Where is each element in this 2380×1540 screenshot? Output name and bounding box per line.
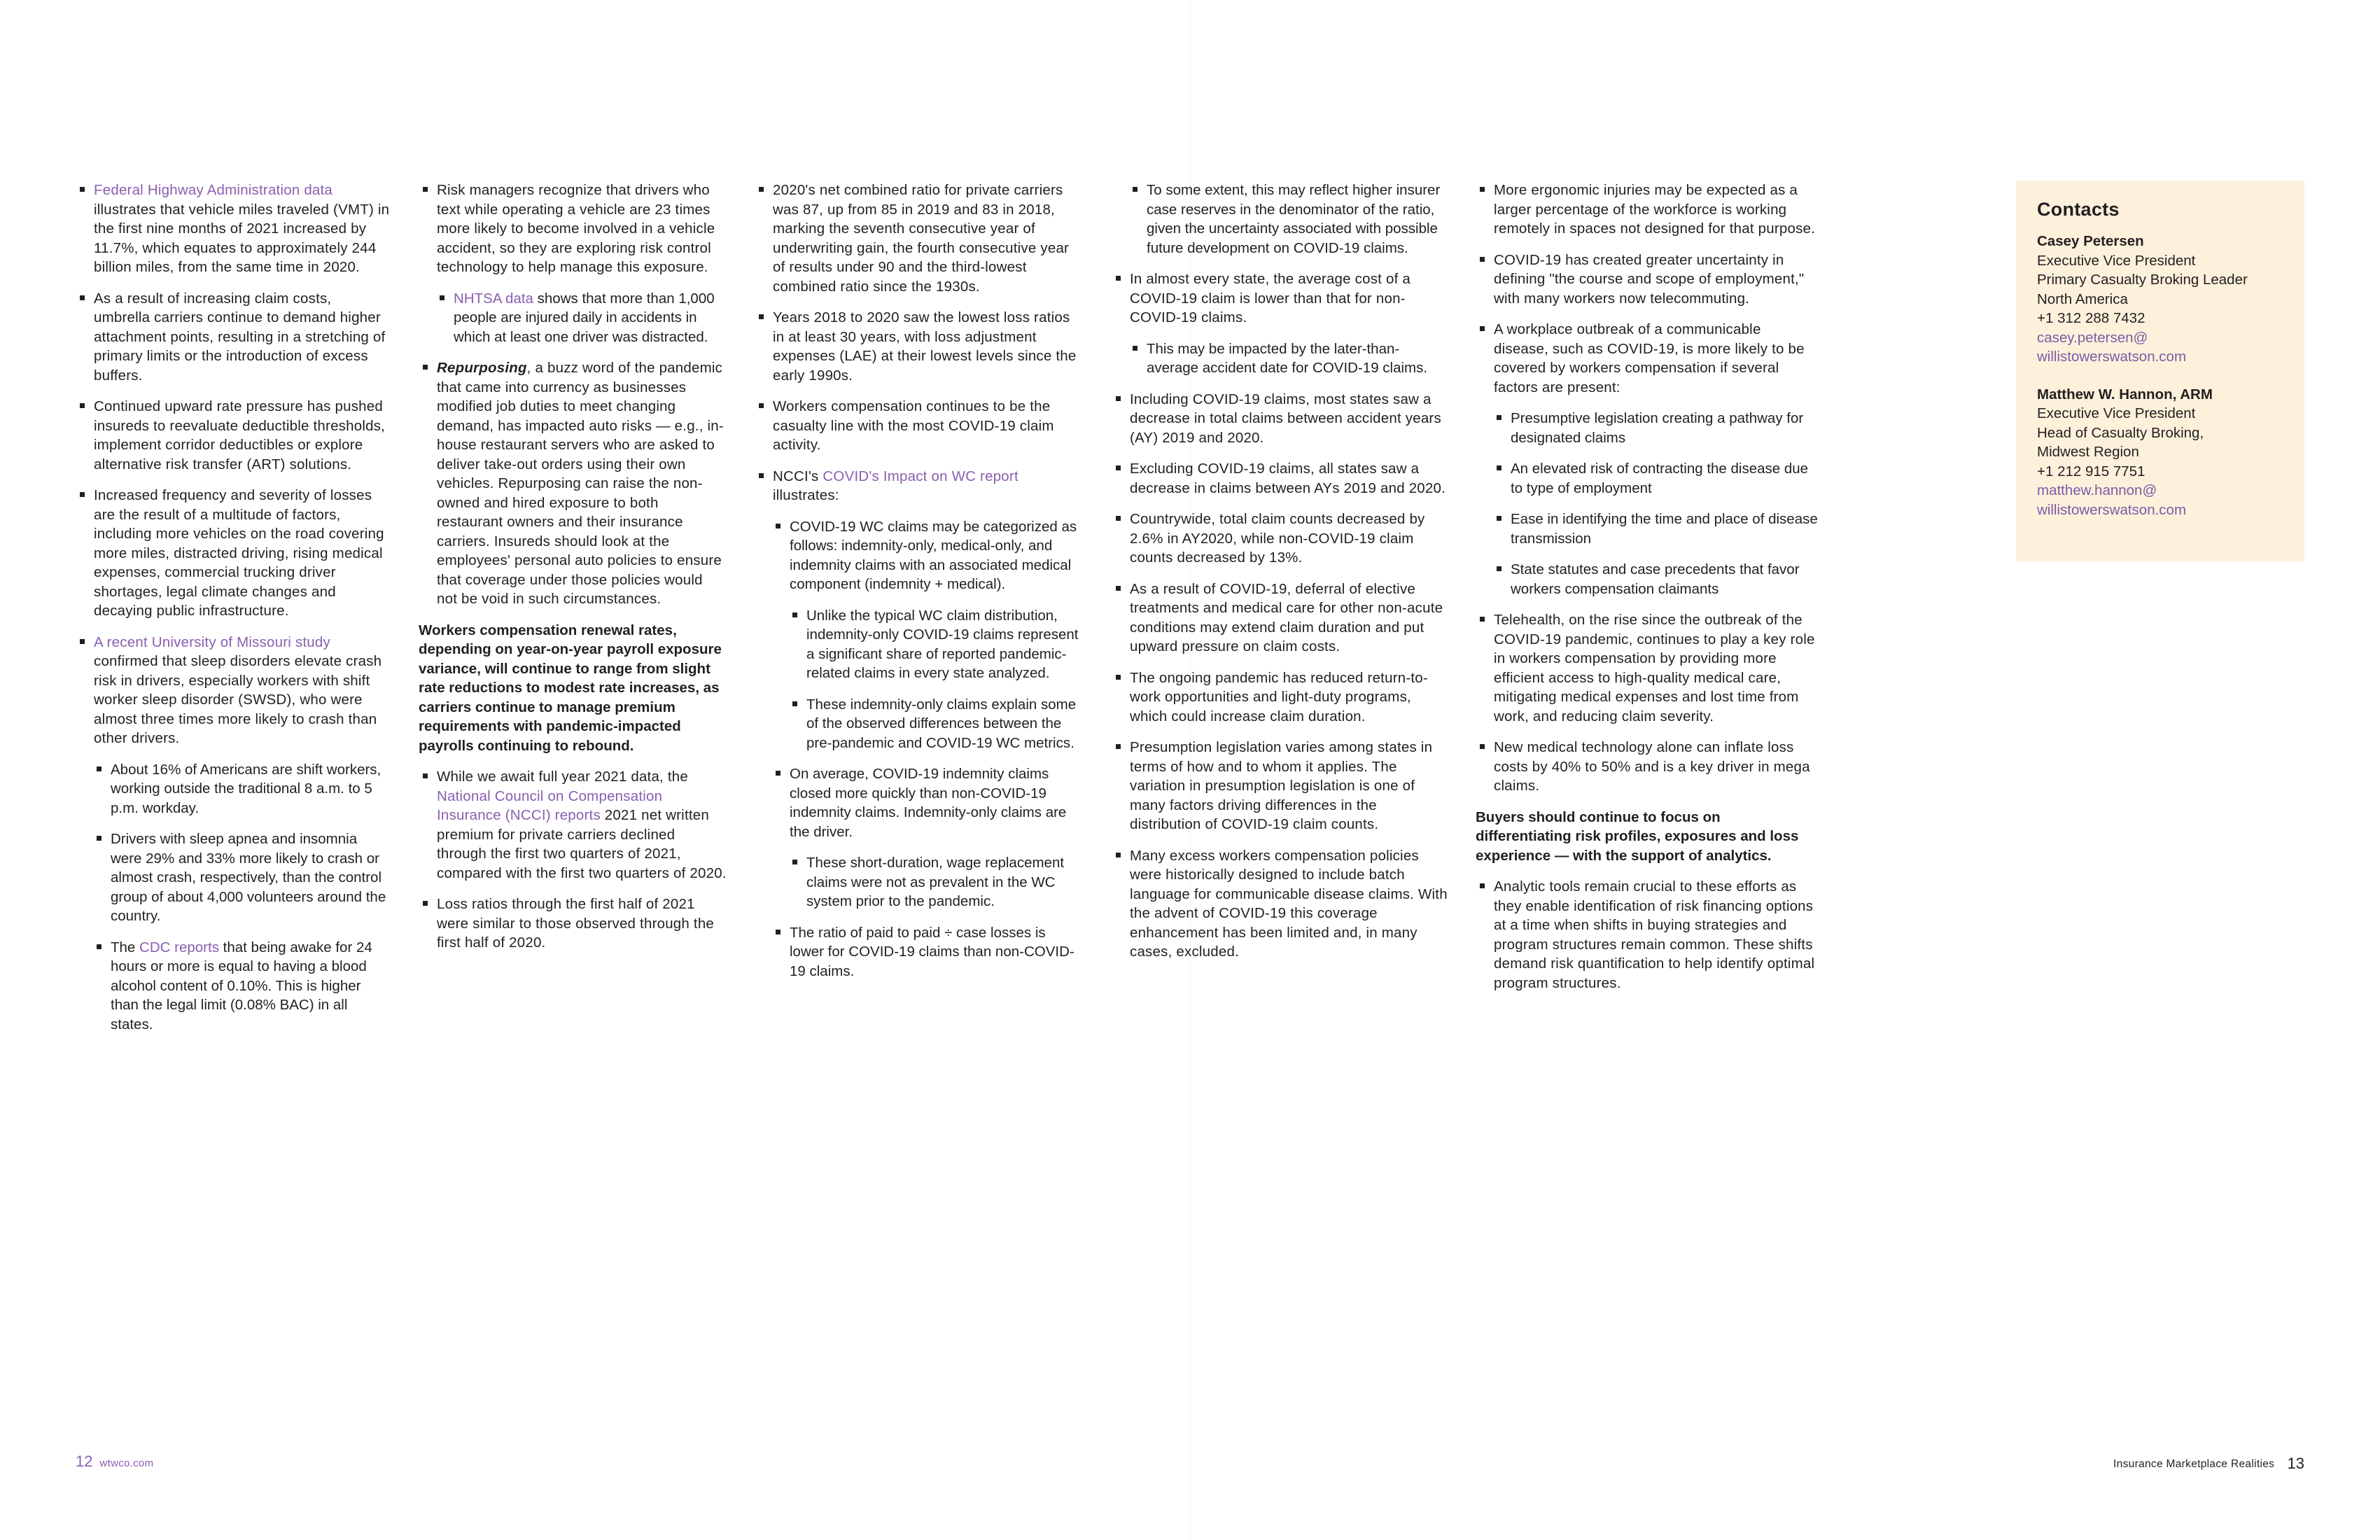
text-columns xyxy=(76,181,2008,1046)
list-item xyxy=(419,767,727,883)
list-item: Workers compensation continues to be the casualty line with the most COVID-19 claim activity. xyxy=(755,397,1084,455)
list-item: State statutes and case precedents that favor workers compensation claimants xyxy=(1492,560,1819,598)
link-nhtsa-data[interactable]: NHTSA data xyxy=(454,290,533,307)
list-item: Risk managers recognize that drivers who text while operating a vehicle are 23 times more likely to become involved in a vehicle accident, so they are exploring risk control technology to help manage this exposure. xyxy=(419,181,727,277)
list-item xyxy=(76,633,391,748)
list-item: These indemnity-only claims explain some of the observed differences between the pre-pandemic and COVID-19 WC metrics. xyxy=(788,695,1084,753)
contact-card xyxy=(2037,232,2283,367)
list-item-text-pre: While we await full year 2021 data, the xyxy=(437,769,688,785)
list-item: Increased frequency and severity of losses are the result of a multitude of factors, including more vehicles on the road covering more miles, distracted driving, rising medical expenses, commercial trucking driver shortages, legal climate changes and decaying public infrastructure. xyxy=(76,486,391,621)
list-item: Presumption legislation varies among states in terms of how and to whom it applies. The variation in presumption legislation is one of many factors driving differences in the distribution of COVID-19 claim counts. xyxy=(1112,738,1448,834)
column-1 xyxy=(76,181,419,1046)
term-repurposing: Repurposing xyxy=(437,360,527,376)
list-item: Including COVID-19 claims, most states saw a decrease in total claims between accident years (AY) 2019 and 2020. xyxy=(1112,390,1448,448)
list-item: Many excess workers compensation policies were historically designed to include batch language for communicable disease claims. With the advent of COVID-19 this coverage enhancement has been limited and, in many cases, excluded. xyxy=(1112,846,1448,962)
list-item: Ease in identifying the time and place of disease transmission xyxy=(1492,510,1819,548)
column-4-list xyxy=(1112,181,1448,962)
contact-card xyxy=(2037,385,2283,520)
contacts-panel xyxy=(2016,181,2304,561)
list-item: Loss ratios through the first half of 2021 were similar to those observed through the first half of 2020. xyxy=(419,895,727,953)
contact-detail: North America xyxy=(2037,290,2128,307)
list-item: Drivers with sleep apnea and insomnia were 29% and 33% more likely to crash or almost crash, respectively, than the control group of about 4,000 volunteers around the country. xyxy=(92,830,391,926)
list-item: Years 2018 to 2020 saw the lowest loss ratios in at least 30 years, with loss adjustment expenses (LAE) at their lowest levels since the early 1990s. xyxy=(755,308,1084,385)
footer-title: Insurance Marketplace Realities xyxy=(2113,1458,2275,1470)
list-item xyxy=(755,467,1084,505)
list-item: In almost every state, the average cost of a COVID-19 claim is lower than that for non-COVID-19 claims. xyxy=(1112,270,1448,328)
contact-phone: +1 312 288 7432 xyxy=(2037,310,2146,326)
contact-phone: +1 212 915 7751 xyxy=(2037,463,2146,479)
column-3 xyxy=(755,181,1112,1046)
list-item-text-pre: The xyxy=(111,939,140,955)
footer-right xyxy=(2113,1455,2304,1473)
list-item: The ratio of paid to paid ÷ case losses is lower for COVID-19 claims than non-COVID-19 claims. xyxy=(771,923,1084,981)
contact-detail: Executive Vice President xyxy=(2037,405,2196,421)
contact-detail: Primary Casualty Broking Leader xyxy=(2037,272,2248,288)
list-item: These short-duration, wage replacement claims were not as prevalent in the WC system prior to the pandemic. xyxy=(788,853,1084,911)
list-item xyxy=(435,289,727,347)
list-item: Telehealth, on the rise since the outbreak of the COVID-19 pandemic, continues to play a key role in workers compensation by providing more efficient access to high-quality medical care, mitigating medical expenses and lost time from work, and reducing claim severity. xyxy=(1476,610,1819,726)
list-item: A workplace outbreak of a communicable disease, such as COVID-19, is more likely to be covered by workers compensation if several factors are present: xyxy=(1476,320,1819,397)
list-item: Excluding COVID-19 claims, all states saw a decrease in claims between AYs 2019 and 2020. xyxy=(1112,459,1448,498)
link-missouri-study[interactable]: A recent University of Missouri study xyxy=(94,634,330,650)
list-item-text: shows that more than 1,000 people are injured daily in accidents in which at least one driver was distracted. xyxy=(454,290,715,345)
column-5-list xyxy=(1476,181,1819,796)
contact-name: Matthew W. Hannon, ARM xyxy=(2037,386,2213,402)
list-item: To some extent, this may reflect higher insurer case reserves in the denominator of the ratio, given the uncertainty associated with possible future development on COVID-19 claims. xyxy=(1128,181,1448,258)
link-fhwa-data[interactable]: Federal Highway Administration data xyxy=(94,182,333,198)
list-item xyxy=(92,938,391,1035)
column-2-list xyxy=(419,181,727,609)
link-cdc-reports[interactable]: CDC reports xyxy=(139,939,219,955)
column-1-list xyxy=(76,181,391,1034)
list-item: New medical technology alone can inflate loss costs by 40% to 50% and is a key driver in mega claims. xyxy=(1476,738,1819,796)
contact-email-line[interactable]: willistowerswatson.com xyxy=(2037,501,2187,518)
column-2 xyxy=(419,181,755,1046)
list-item: As a result of COVID-19, deferral of elective treatments and medical care for other non-acute conditions may extend claim duration and put upward pressure on claim costs. xyxy=(1112,580,1448,657)
list-item: COVID-19 has created greater uncertainty in defining "the course and scope of employment," with many workers now telecommuting. xyxy=(1476,251,1819,309)
workers-comp-renewal-lead: Workers compensation renewal rates, depending on year-on-year payroll exposure variance, will continue to range from slight rate reductions to modest rate increases, as carriers continue to manage premium requirements with pandemic-impacted payrolls continuing to rebound. xyxy=(419,622,722,754)
list-item: On average, COVID-19 indemnity claims closed more quickly than non-COVID-19 indemnity claims. Indemnity-only claims are the driver. xyxy=(771,764,1084,841)
column-3-list xyxy=(755,181,1084,981)
list-item xyxy=(419,358,727,609)
list-item xyxy=(76,181,391,277)
column-5 xyxy=(1476,181,1847,1046)
list-item: About 16% of Americans are shift workers, working outside the traditional 8 a.m. to 5 p.m. workday. xyxy=(92,760,391,818)
list-item: Presumptive legislation creating a pathway for designated claims xyxy=(1492,409,1819,447)
list-item: The ongoing pandemic has reduced return-to-work opportunities and light-duty programs, which could increase claim duration. xyxy=(1112,668,1448,727)
contacts-heading: Contacts xyxy=(2037,199,2120,220)
list-item-text: 2021 net written premium for private carriers declined through the first two quarters of 2021, compared with the first two quarters of 2020. xyxy=(437,807,727,881)
link-ncci-reports[interactable]: National Council on Compensation Insurance (NCCI) reports xyxy=(437,788,663,823)
contact-name: Casey Petersen xyxy=(2037,233,2144,249)
list-item: Analytic tools remain crucial to these efforts as they enable identification of risk financing options at a time when shifts in buying strategies and program structures remain common. These shifts demand risk quantification to help identify optimal program structures. xyxy=(1476,877,1819,993)
contact-email-line[interactable]: willistowerswatson.com xyxy=(2037,349,2187,365)
list-item-text: confirmed that sleep disorders elevate crash risk in drivers, especially workers with shift worker sleep disorder (SWSD), who were almost three times more likely to crash than other drivers. xyxy=(94,653,382,746)
list-item: This may be impacted by the later-than-average accident date for COVID-19 claims. xyxy=(1128,340,1448,378)
contact-email-line[interactable]: matthew.hannon@ xyxy=(2037,482,2157,498)
list-item: 2020's net combined ratio for private carriers was 87, up from 85 in 2019 and 83 in 2018, marking the seventh consecutive year of underwriting gain, the fourth consecutive year of results under 90 and the third-lowest combined ratio since the 1930s. xyxy=(755,181,1084,296)
list-item: An elevated risk of contracting the disease due to type of employment xyxy=(1492,459,1819,498)
contact-detail: Head of Casualty Broking, xyxy=(2037,424,2204,441)
page-number-right: 13 xyxy=(2287,1455,2304,1472)
page-number-left: 12 xyxy=(76,1452,93,1470)
list-item: Continued upward rate pressure has pushed insureds to reevaluate deductible thresholds, implement corridor deductibles or explore alternative risk transfer (ART) solutions. xyxy=(76,397,391,474)
column-5-list-2 xyxy=(1476,877,1819,993)
footer-left xyxy=(76,1452,153,1471)
list-item-text: illustrates that vehicle miles traveled (VMT) in the first nine months of 2021 increased by 11.7%, which equates to approximately 244 billion miles, from the same time in 2020. xyxy=(94,201,390,275)
list-item: As a result of increasing claim costs, umbrella carriers continue to demand higher attachment points, resulting in a stretching of primary limits or the introduction of excess buffers. xyxy=(76,289,391,386)
contact-detail: Midwest Region xyxy=(2037,444,2139,460)
contact-detail: Executive Vice President xyxy=(2037,252,2196,269)
footer-website[interactable]: wtwco.com xyxy=(99,1457,154,1469)
list-item: COVID-19 WC claims may be categorized as follows: indemnity-only, medical-only, and indemnity claims with an associated medical component (indemnity + medical). xyxy=(771,517,1084,594)
list-item-text: , a buzz word of the pandemic that came into currency as businesses modified job duties to meet changing demand, has impacted auto risks — e.g., in-house restaurant servers who are asked to deliver take-out orders using their own vehicles. Repurposing can raise the non-owned and hired exposure to both restaurant owners and their insurance carriers. Insureds should look at the employees' personal auto policies to ensure that coverage under those policies would not be void in such circumstances. xyxy=(437,360,724,607)
list-item-text-pre: NCCI's xyxy=(773,468,823,484)
list-item: Unlike the typical WC claim distribution, indemnity-only COVID-19 claims represent a significant share of reported pandemic-related claims in every state analyzed. xyxy=(788,606,1084,683)
column-4 xyxy=(1112,181,1476,1046)
buyers-focus-lead: Buyers should continue to focus on differentiating risk profiles, exposures and loss experience — with the support of analytics. xyxy=(1476,808,1799,864)
list-item-text: illustrates: xyxy=(773,487,839,503)
link-covid-impact-wc-report[interactable]: COVID's Impact on WC report xyxy=(822,468,1018,484)
list-item: More ergonomic injuries may be expected as a larger percentage of the workforce is working remotely in spaces not designed for that purpose. xyxy=(1476,181,1819,239)
list-item: Countrywide, total claim counts decreased by 2.6% in AY2020, while non-COVID-19 claim counts decreased by 13%. xyxy=(1112,510,1448,568)
list-item-text: that being awake for 24 hours or more is equal to having a blood alcohol content of 0.10%. This is higher than the legal limit (0.08% BAC) in all states. xyxy=(111,939,372,1032)
contact-email-line[interactable]: casey.petersen@ xyxy=(2037,329,2148,346)
column-2-list-2 xyxy=(419,767,727,953)
